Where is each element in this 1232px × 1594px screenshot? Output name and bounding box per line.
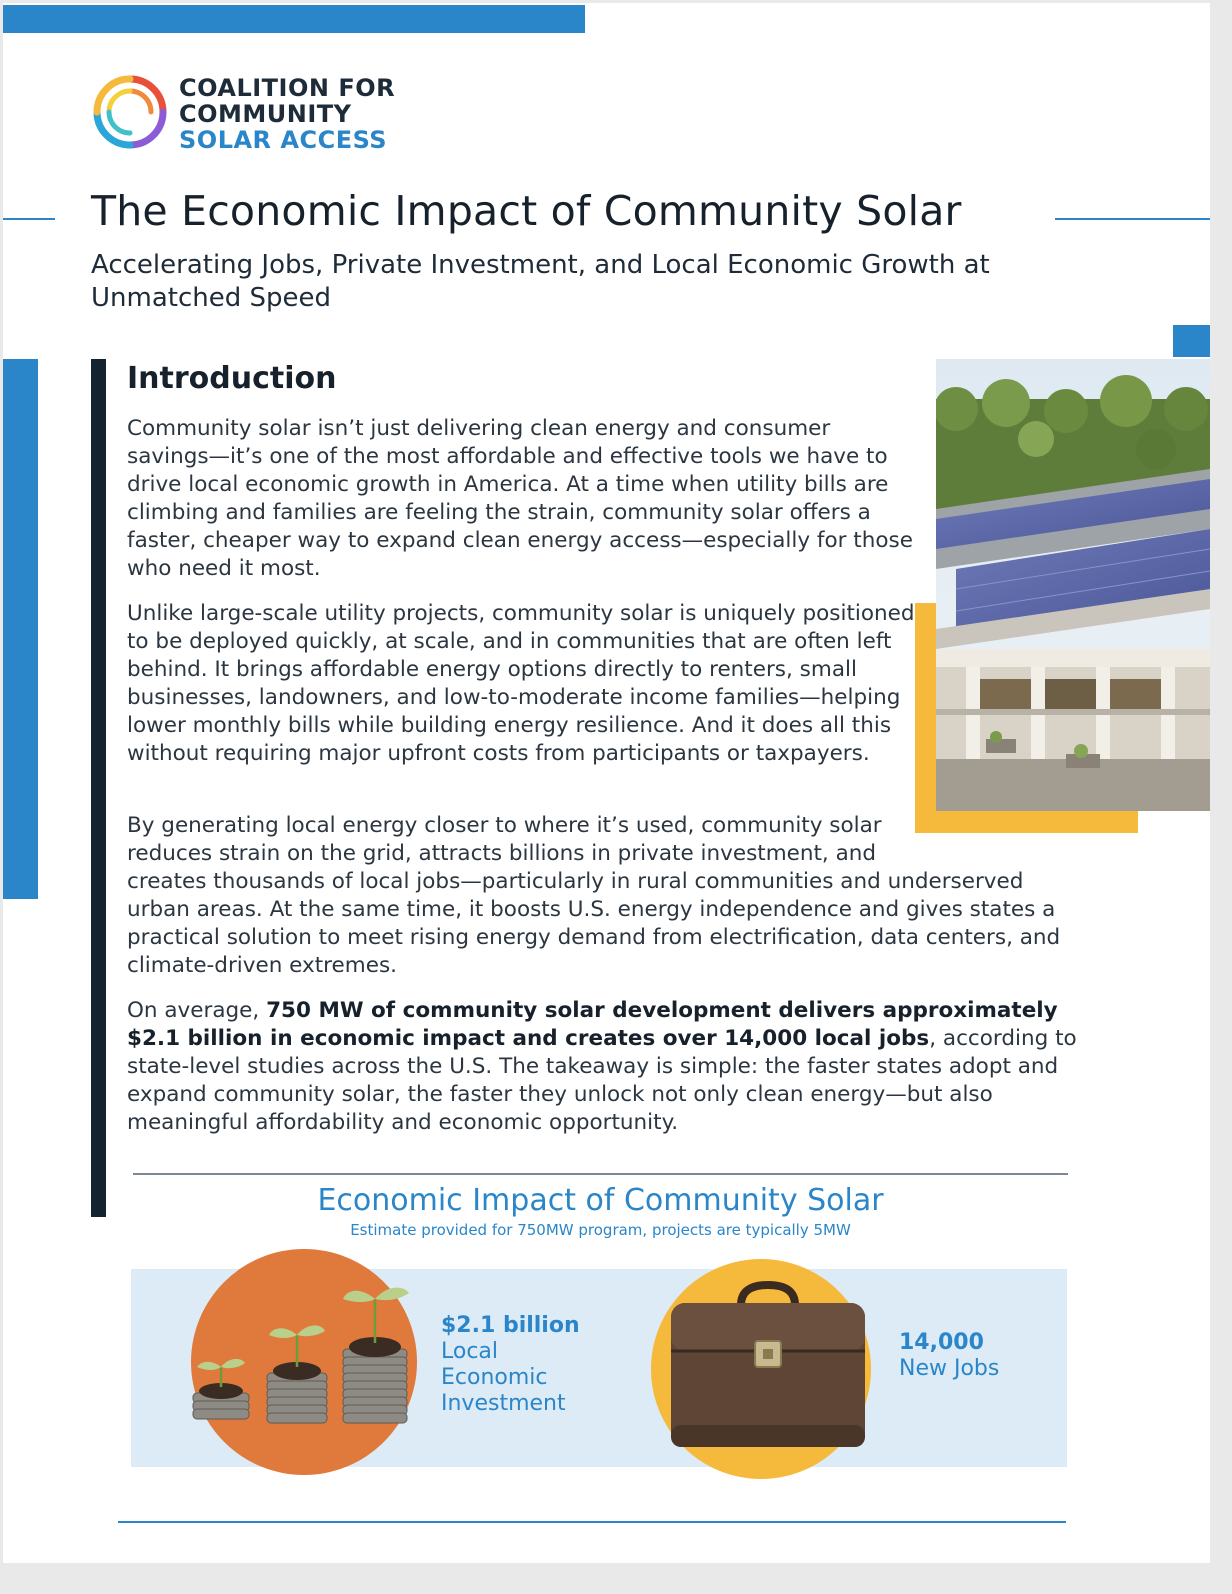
intro-paragraph-4: [127, 997, 1087, 1137]
investment-label-1: Local: [441, 1339, 499, 1364]
solar-rooftop-photo: [936, 359, 1210, 811]
intro-paragraph-4-lead: On average,: [127, 998, 267, 1023]
intro-side-bar: [91, 359, 106, 1217]
logo-line-2: COMMUNITY: [179, 100, 352, 128]
intro-paragraph-4-highlight: 750 MW of community solar development delivers approximately $2.1 billion in economic impact and creates over 14,000 local jobs: [127, 998, 1058, 1051]
investment-stat: [441, 1313, 621, 1417]
logo-line-1: COALITION FOR: [179, 74, 396, 102]
intro-paragraph-3-rest: creates thousands of local jobs—particularly in rural communities and underserved urban areas. At the same time, it boosts U.S. energy independence and gives states a practical solution to meet rising energy demand from electrification, data centers, and climate-driven extremes.: [127, 869, 1061, 978]
coins-sprouts-icon: [185, 1263, 425, 1433]
impact-subtitle: Estimate provided for 750MW program, projects are typically 5MW: [350, 1221, 851, 1239]
jobs-label: New Jobs: [899, 1356, 1000, 1381]
jobs-stat: [899, 1330, 1059, 1382]
intro-paragraph-4-rest: , according to state-level studies across the U.S. The takeaway is simple: the faster states adopt and expand community solar, the faster they unlock not only clean energy—but also meaningful affordability and economic opportunity.: [127, 1026, 1077, 1135]
intro-paragraph-3: [127, 812, 1087, 980]
solar-panels-illustration: [936, 359, 1210, 811]
intro-paragraph-3-lead: By generating local energy closer to where it’s used, community solar reduces strain on the grid, attracts billions in private investment, and: [127, 813, 882, 866]
intro-paragraph-1: Community solar isn’t just delivering clean energy and consumer savings—it’s one of the most affordable and effective tools we have to drive local economic growth in America. At a time when utility bills are climbing and families are feeling the strain, community solar offers a faster, cheaper way to expand clean energy access—especially for those who need it most.: [127, 416, 913, 581]
investment-label-3: Investment: [441, 1391, 566, 1416]
page-subtitle: Accelerating Jobs, Private Investment, and Local Economic Growth at Unmatched Speed: [91, 250, 990, 313]
jobs-value: 14,000: [899, 1330, 984, 1355]
briefcase-icon: [663, 1275, 873, 1455]
impact-bottom-rule: [118, 1521, 1066, 1523]
left-accent-bar: [3, 359, 38, 899]
impact-title: Economic Impact of Community Solar: [317, 1183, 884, 1218]
title-rule-left: [3, 218, 55, 220]
impact-top-rule: [133, 1173, 1068, 1175]
logo-line-3: SOLAR ACCESS: [179, 126, 388, 154]
page-title: The Economic Impact of Community Solar: [91, 187, 962, 235]
logo-ring-icon: [91, 73, 169, 151]
investment-label-2: Economic: [441, 1365, 548, 1390]
title-rule-right: [1055, 218, 1210, 220]
intro-paragraph-2: Unlike large-scale utility projects, community solar is uniquely positioned to be deployed quickly, at scale, and in communities that are often left behind. It brings affordable energy options directly to renters, small businesses, landowners, and low-to-moderate income families—helping lower monthly bills while building energy resilience. And it does all this without requiring major upfront costs from participants or taxpayers.: [127, 601, 915, 766]
document-page: [3, 3, 1210, 1563]
right-accent-block: [1173, 325, 1210, 357]
investment-value: $2.1 billion: [441, 1313, 580, 1338]
top-accent-bar: [3, 5, 585, 33]
logo: [91, 73, 431, 153]
logo-wordmark: [179, 75, 395, 153]
intro-heading: Introduction: [127, 361, 337, 396]
